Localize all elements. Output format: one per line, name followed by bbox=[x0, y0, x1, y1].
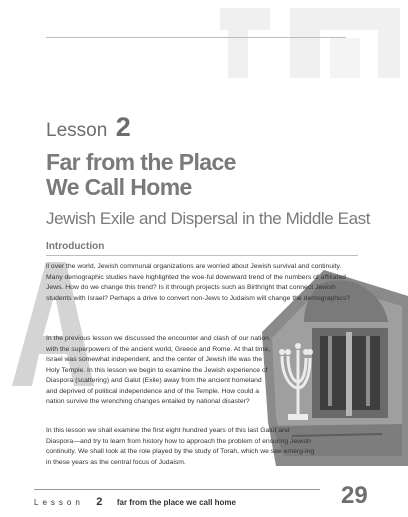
page-footer bbox=[34, 492, 236, 510]
paragraph-text: In the previous lesson we discussed the encounter and clash of our nation with the superpowers of the ancient world, Greece and Rome. At that time, Israel was somewhat independent, and the center of Jewish life was the Holy Temple. In this lesson we begin to examine the Jewish experience of Diaspora (scattering) and Galut (Exile) away from the ancient homeland and deprived of political independence and of the Temple. How could a nation survive the wrenching changes entailed by national disaster? bbox=[46, 335, 271, 405]
decorative-hebrew-letters bbox=[210, 0, 408, 78]
title-line-2: We Call Home bbox=[46, 174, 192, 200]
lesson-number: 2 bbox=[115, 112, 131, 142]
intro-paragraph-2 bbox=[46, 334, 271, 408]
page-subtitle: Jewish Exile and Dispersal in the Middle East bbox=[46, 209, 371, 228]
introduction-rule bbox=[46, 255, 358, 256]
lesson-label: Lesson bbox=[46, 120, 108, 141]
lesson-heading bbox=[46, 112, 131, 143]
footer-lesson-title: far from the place we call home bbox=[116, 498, 236, 507]
intro-paragraph-3 bbox=[46, 426, 316, 468]
top-rule bbox=[46, 37, 346, 38]
introduction-heading: Introduction bbox=[46, 241, 105, 252]
footer-rule bbox=[34, 489, 320, 490]
footer-lesson-number: 2 bbox=[96, 496, 103, 508]
page-number: 29 bbox=[341, 482, 368, 509]
intro-paragraph-1 bbox=[46, 262, 358, 304]
page-title bbox=[46, 150, 236, 200]
paragraph-text: ll over the world, Jewish communal organizations are worried about Jewish survival and continuity. Many demographic studies have highlighted the woe-ful downward trend of the numbers of affiliated Jews. How do we change this trend? Is it through projects such as Birthright that connect Jewish students with Israel? Perhaps a drive to convert non-Jews to Judaism will change the demographics? bbox=[46, 263, 351, 302]
footer-lesson-label: Lesson bbox=[34, 498, 84, 507]
title-line-1: Far from the Place bbox=[46, 149, 236, 175]
paragraph-text: In this lesson we shall examine the first eight hundred years of this last Galut and Diaspora—and try to learn from history how to approach the problem of ensuring Jewish continuity. We shall look at the role played by the study of Torah, which we see emerg-ing in these years as the central focus of Judaism. bbox=[46, 427, 315, 466]
